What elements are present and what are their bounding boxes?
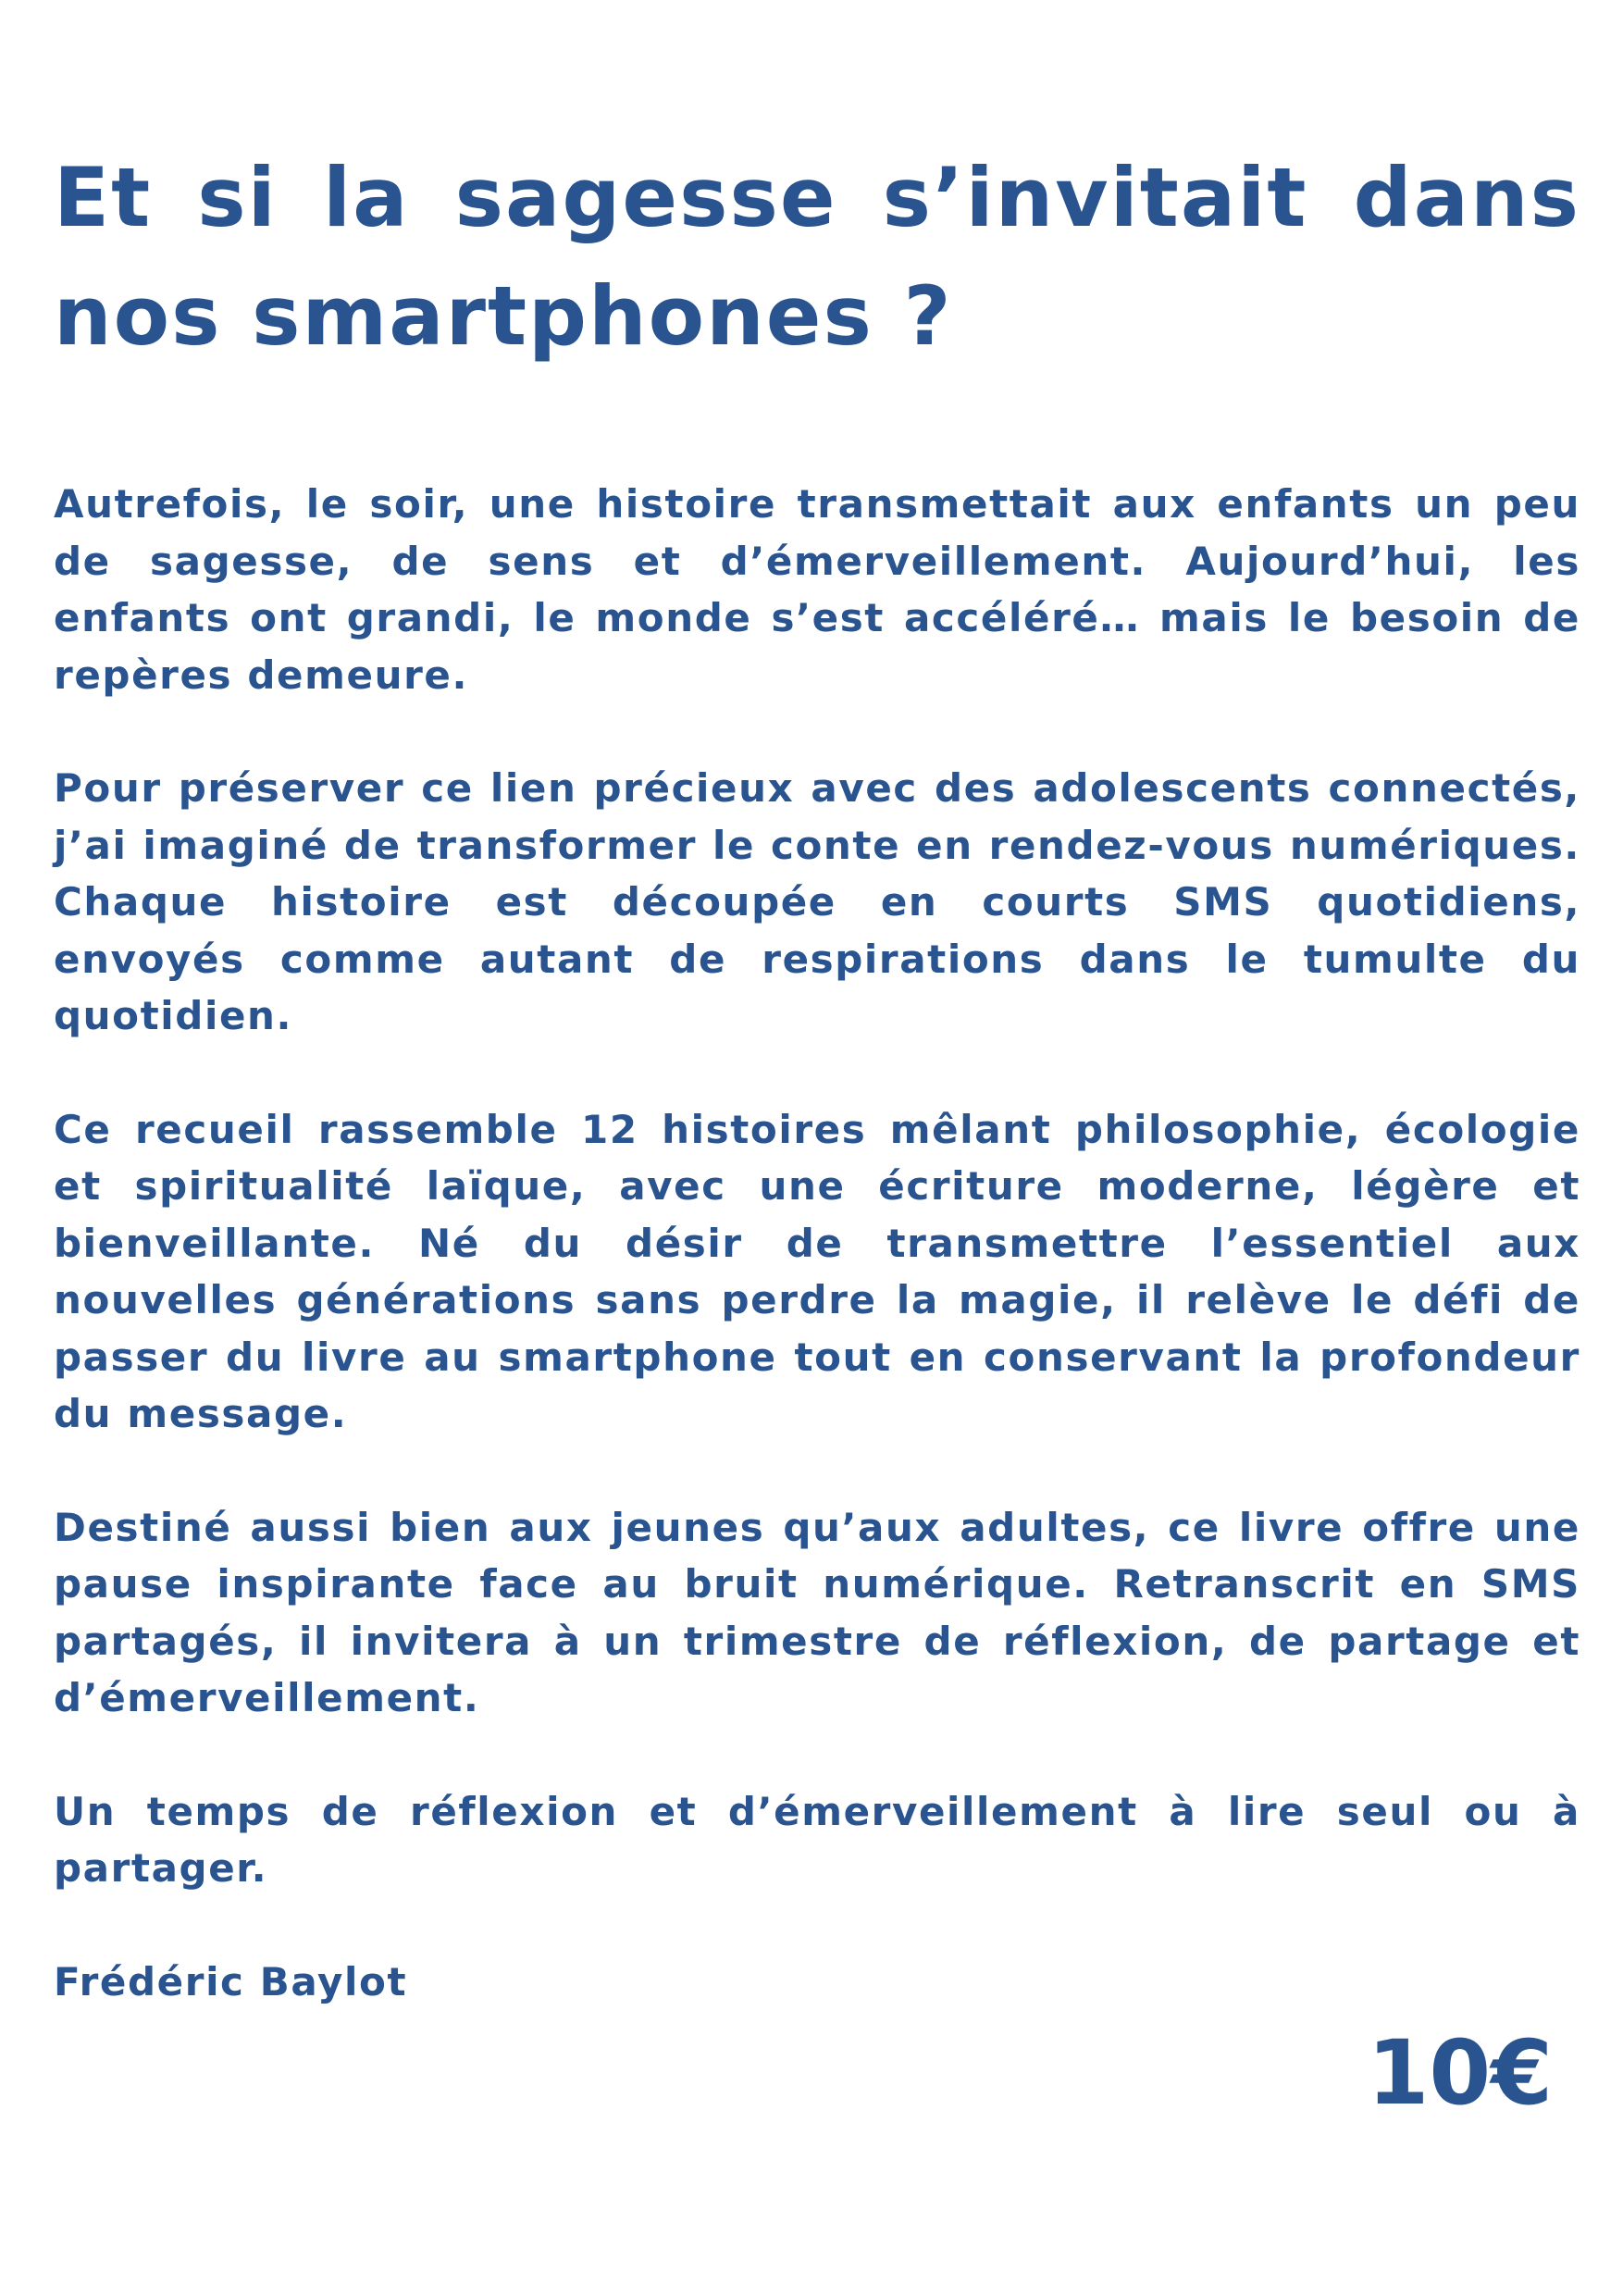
price-label: 10€ — [1367, 2021, 1553, 2125]
paragraph: Un temps de réflexion et d’émerveillement à lire seul ou à partager. — [54, 1788, 1580, 1891]
page-title: Et si la sagesse s’invitait dans nos smartphones ? — [54, 150, 1580, 364]
author-name: Frédéric Baylot — [54, 1958, 408, 2004]
paragraph: Ce recueil rassemble 12 histoires mêlant philosophie, écologie et spiritualité laïque, avec une écriture moderne, légère et bienveillante. Né du désir de transmettre l’essentiel aux nouvelles générations sans perdre la magie, il relève le défi de passer du livre au smartphone tout en conservant la profondeur du message. — [54, 1106, 1580, 1436]
body-text — [54, 476, 1580, 2010]
paragraph: Autrefois, le soir, une histoire transmettait aux enfants un peu de sagesse, de sens et d’émerveillement. Aujourd’hui, les enfants ont grandi, le monde s’est accéléré… mais le besoin de repères demeure. — [54, 481, 1580, 698]
paragraph: Destiné aussi bien aux jeunes qu’aux adultes, ce livre offre une pause inspirante face au bruit numérique. Retranscrit en SMS partagés, il invitera à un trimestre de réflexion, de partage et d’émerveillement. — [54, 1504, 1580, 1720]
paragraph: Pour préserver ce lien précieux avec des adolescents connectés, j’ai imaginé de transformer le conte en rendez-vous numériques. Chaque histoire est découpée en courts SMS quotidiens, envoyés comme autant de respirations dans le tumulte du quotidien. — [54, 765, 1580, 1038]
document-page — [54, 139, 1580, 2010]
